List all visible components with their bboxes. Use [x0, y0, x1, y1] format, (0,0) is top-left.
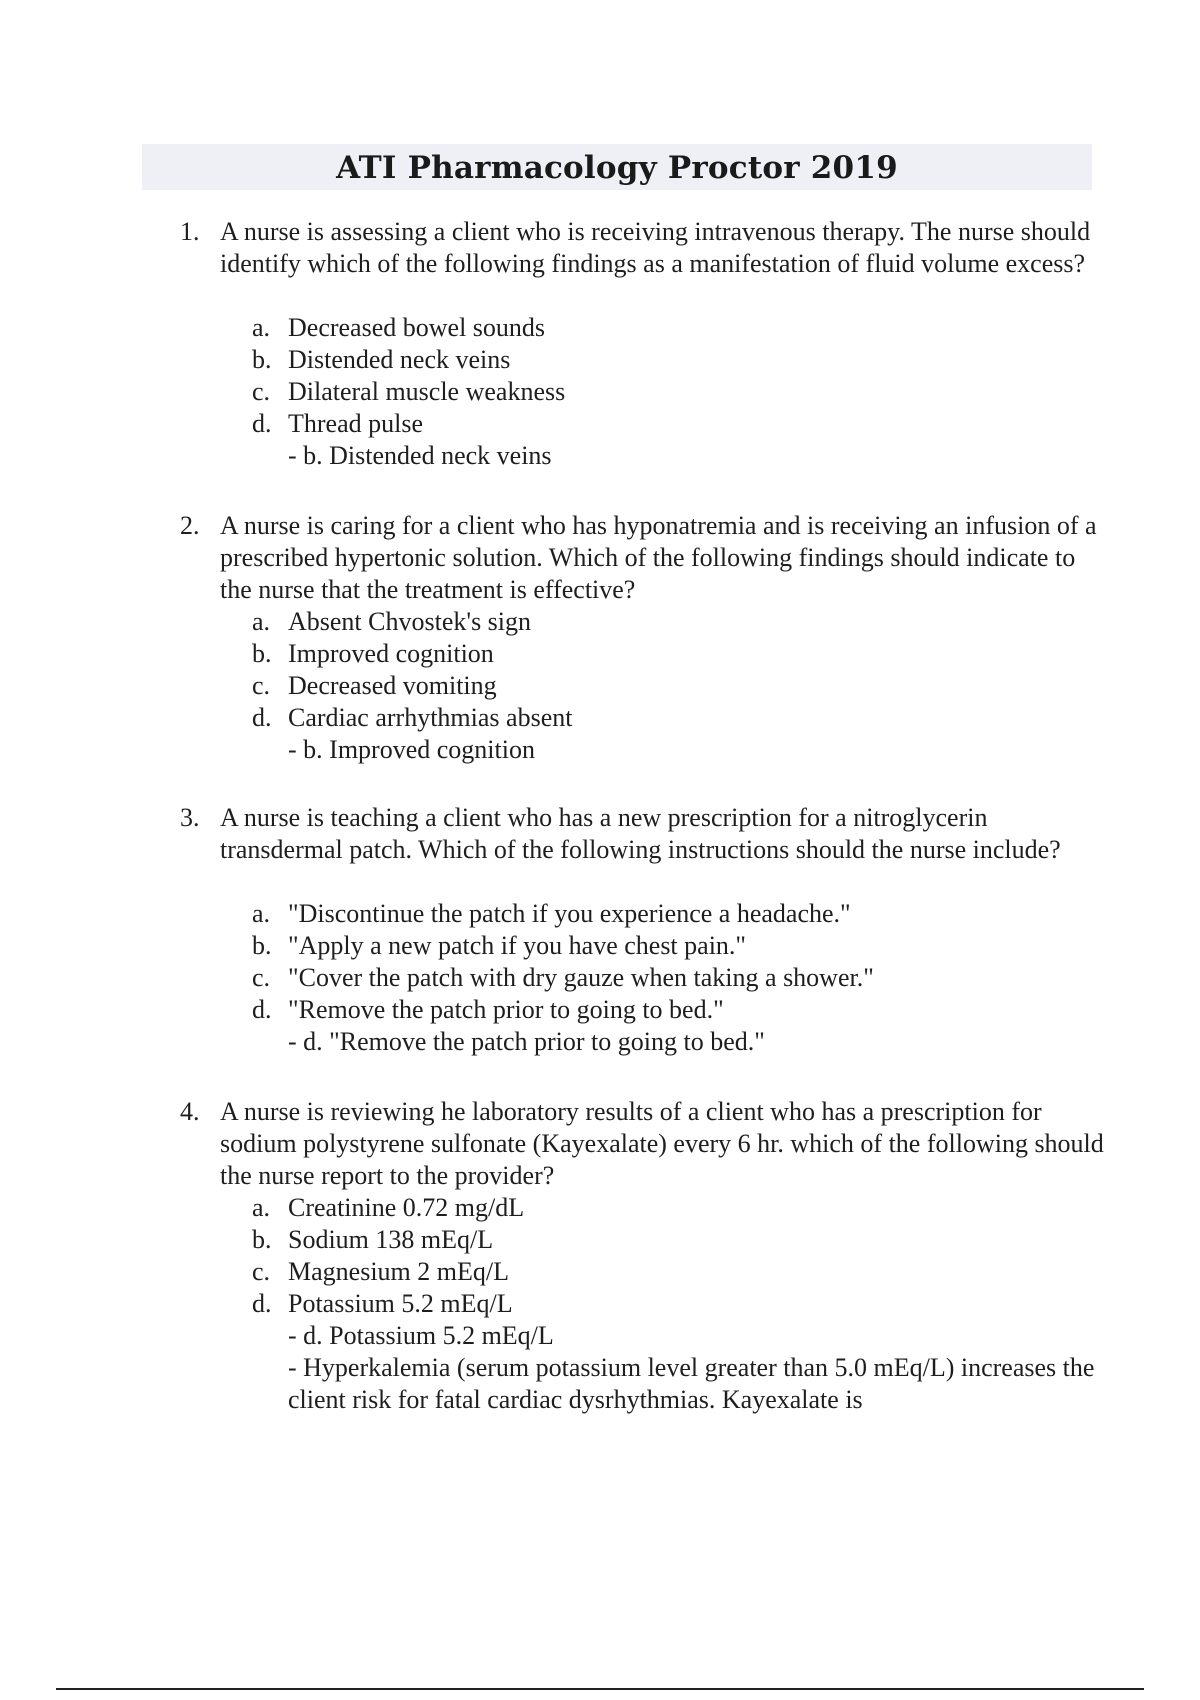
answer-options	[252, 606, 1108, 766]
option-text: Creatinine 0.72 mg/dL	[288, 1193, 525, 1222]
option-d	[252, 994, 1108, 1026]
option-d	[252, 1288, 1108, 1320]
question-number: 3.	[180, 803, 200, 832]
option-b	[252, 344, 1108, 376]
option-letter: a.	[252, 1193, 271, 1222]
correct-answer: - d. "Remove the patch prior to going to bed."	[288, 1027, 765, 1056]
option-text: "Discontinue the patch if you experience a headache."	[288, 899, 851, 928]
document-title: ATI Pharmacology Proctor 2019	[336, 150, 898, 186]
option-d	[252, 408, 1108, 440]
option-b	[252, 930, 1108, 962]
option-a	[252, 606, 1108, 638]
question-text: A nurse is reviewing he laboratory results of a client who has a prescription for sodium polystyrene sulfonate (Kayexalate) every 6 hr. which of the following should the nurse report to the provider?	[220, 1097, 1104, 1190]
option-letter: a.	[252, 607, 271, 636]
option-a	[252, 312, 1108, 344]
correct-answer: - d. Potassium 5.2 mEq/L	[288, 1321, 554, 1350]
option-text: Dilateral muscle weakness	[288, 377, 566, 406]
option-letter: d.	[252, 995, 272, 1024]
option-text: Improved cognition	[288, 639, 494, 668]
question-number: 4.	[180, 1097, 200, 1126]
option-text: Thread pulse	[288, 409, 424, 438]
option-letter: c.	[252, 671, 271, 700]
answer-options	[252, 898, 1108, 1058]
option-text: Distended neck veins	[288, 345, 511, 374]
option-text: Absent Chvostek's sign	[288, 607, 532, 636]
option-text: Magnesium 2 mEq/L	[288, 1257, 509, 1286]
answer-options	[252, 312, 1108, 472]
option-letter: a.	[252, 313, 271, 342]
option-letter: b.	[252, 345, 272, 374]
correct-answer: - b. Distended neck veins	[288, 441, 552, 470]
option-text: Potassium 5.2 mEq/L	[288, 1289, 513, 1318]
answer-rationale: - Hyperkalemia (serum potassium level greater than 5.0 mEq/L) increases the client risk for fatal cardiac dysrhythmias. Kayexalate is	[288, 1353, 1095, 1414]
option-letter: c.	[252, 377, 271, 406]
option-letter: c.	[252, 963, 271, 992]
question-text: A nurse is teaching a client who has a new prescription for a nitroglycerin transdermal patch. Which of the following instructions should the nurse include?	[220, 803, 1061, 864]
option-text: Decreased vomiting	[288, 671, 497, 700]
option-d	[252, 702, 1108, 734]
option-a	[252, 1192, 1108, 1224]
option-letter: d.	[252, 703, 272, 732]
option-letter: d.	[252, 409, 272, 438]
option-letter: a.	[252, 899, 271, 928]
option-text: Sodium 138 mEq/L	[288, 1225, 494, 1254]
option-letter: b.	[252, 931, 272, 960]
page-bottom-rule	[56, 1688, 1144, 1690]
option-b	[252, 1224, 1108, 1256]
answer-options	[252, 1192, 1108, 1416]
option-text: "Remove the patch prior to going to bed."	[288, 995, 724, 1024]
option-letter: c.	[252, 1257, 271, 1286]
option-c	[252, 962, 1108, 994]
question-text: A nurse is caring for a client who has hyponatremia and is receiving an infusion of a prescribed hypertonic solution. Which of the following findings should indicate to the nurse that the treatment is effective?	[220, 511, 1097, 604]
option-letter: d.	[252, 1289, 272, 1318]
option-text: Decreased bowel sounds	[288, 313, 546, 342]
option-a	[252, 898, 1108, 930]
option-b	[252, 638, 1108, 670]
option-text: "Apply a new patch if you have chest pain."	[288, 931, 747, 960]
option-text: Cardiac arrhythmias absent	[288, 703, 573, 732]
correct-answer: - b. Improved cognition	[288, 735, 535, 764]
option-c	[252, 376, 1108, 408]
question-number: 2.	[180, 511, 200, 540]
option-letter: b.	[252, 639, 272, 668]
option-text: "Cover the patch with dry gauze when taking a shower."	[288, 963, 874, 992]
question-text: A nurse is assessing a client who is receiving intravenous therapy. The nurse should identify which of the following findings as a manifestation of fluid volume excess?	[220, 217, 1091, 278]
option-letter: b.	[252, 1225, 272, 1254]
option-c	[252, 1256, 1108, 1288]
question-number: 1.	[180, 217, 200, 246]
option-c	[252, 670, 1108, 702]
